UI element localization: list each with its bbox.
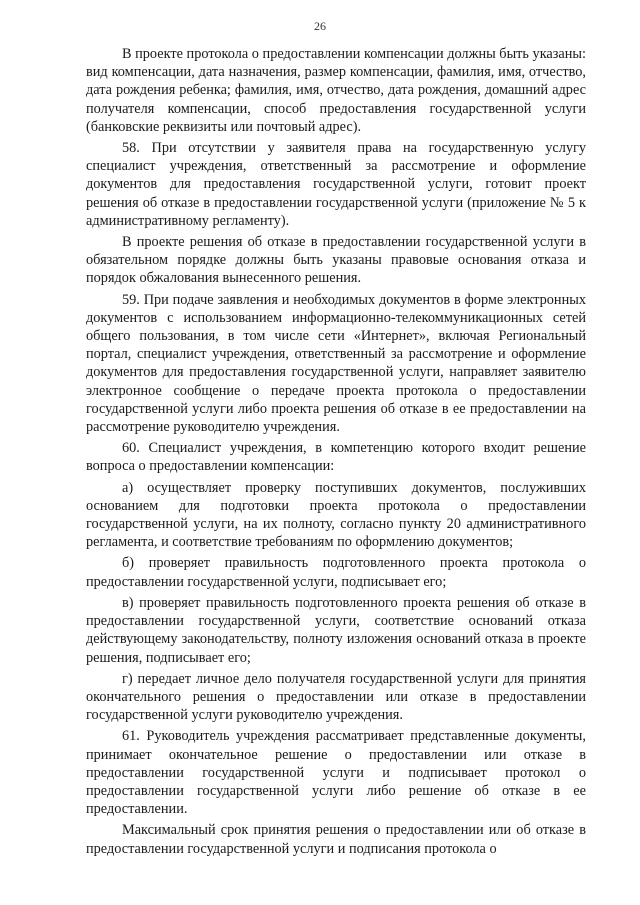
document-body bbox=[86, 45, 586, 861]
paragraph-60-item-b: б) проверяет правильность подготовленного проекта протокола о предоставлении государственной услуги, подписывает его; bbox=[86, 555, 586, 590]
paragraph-58: 58. При отсутствии у заявителя права на государственную услугу специалист учреждения, ответственный за рассмотрение и оформление документов для предоставления государственной услуги, готовит проект решения об отказе в предоставлении государственной услуги (приложение № 5 к административному регламенту). bbox=[86, 140, 586, 229]
paragraph-60: 60. Специалист учреждения, в компетенцию которого входит решение вопроса о предоставлении компенсации: bbox=[86, 440, 586, 475]
paragraph-60-item-g: г) передает личное дело получателя государственной услуги для принятия окончательного решения о предоставлении или отказе в предоставлении государственной услуги руководителю учреждения. bbox=[86, 670, 586, 724]
paragraph-59: 59. При подаче заявления и необходимых документов в форме электронных документов с использованием информационно-телекоммуникационных сетей общего пользования, в том числе сети «Интернет», включая Региональный портал, специалист учреждения, ответственный за рассмотрение и оформление документов для предоставления государственной услуги, направляет заявителю электронное сообщение о передаче проекта протокола о предоставлении государственной услуги либо проекта решения об отказе в ее предоставлении на рассмотрение руководителю учреждения. bbox=[86, 291, 586, 436]
paragraph-60-item-v: в) проверяет правильность подготовленного проекта решения об отказе в предоставлении государственной услуги, соответствие оснований отказа действующему законодательству, полноту изложения оснований отказа в проекте решения, подписывает его; bbox=[86, 594, 586, 666]
paragraph-refusal-contents: В проекте решения об отказе в предоставлении государственной услуги в обязательном порядке должны быть указаны правовые основания отказа и порядок обжалования вынесенного решения. bbox=[86, 234, 586, 287]
paragraph-60-item-a: а) осуществляет проверку поступивших документов, послуживших основанием для подготовки проекта протокола о предоставлении государственной услуги, на их полноту, согласно пункту 20 административного регламента, и соответствие требованиям по оформлению документов; bbox=[86, 479, 586, 551]
paragraph-compensation-protocol-contents: В проекте протокола о предоставлении компенсации должны быть указаны: вид компенсации, дата назначения, размер компенсации, фамилия, имя, отчество, дата рождения ребенка; фамилия, имя, отчество, дата рождения, домашний адрес получателя компенсации, способ предоставления государственной услуги (банковские реквизиты или почтовый адрес). bbox=[86, 46, 586, 135]
paragraph-61: 61. Руководитель учреждения рассматривает представленные документы, принимает окончательное решение о предоставлении или отказе в предоставлении государственной услуги и подписывает протокол о предоставлении государственной услуги либо решение об отказе в ее предоставлении. bbox=[86, 728, 586, 818]
paragraph-max-decision-time: Максимальный срок принятия решения о предоставлении или об отказе в предоставлении государственной услуги и подписания протокола о bbox=[86, 822, 586, 857]
page-number: 26 bbox=[314, 19, 326, 33]
